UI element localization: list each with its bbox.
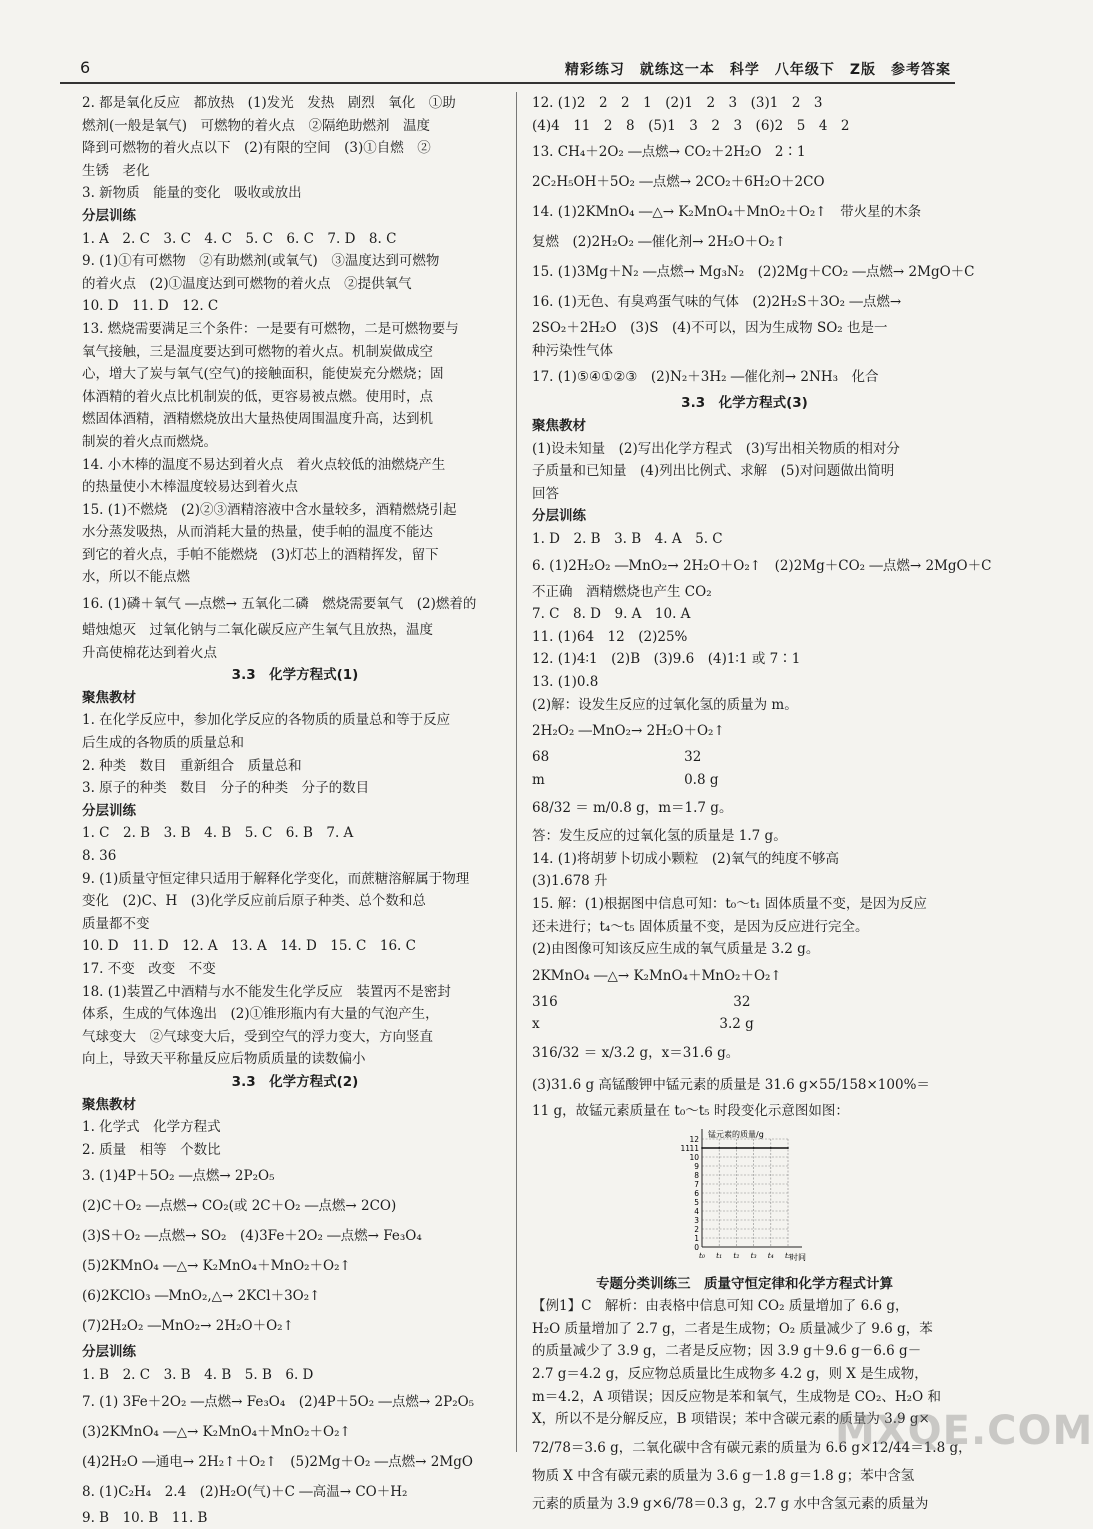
chart-x-tick-label: t₀ <box>699 1251 705 1260</box>
answer-line: 复燃 (2)2H₂O₂ ―催化剂→ 2H₂O＋O₂↑ <box>532 227 957 257</box>
answer-line: 的着火点 (2)①温度达到可燃物的着火点 ②提供氧气 <box>82 273 508 296</box>
answer-line: 12. (1)4∶1 (2)B (3)9.6 (4)1∶1 或 7∶1 <box>532 648 957 671</box>
answer-line: m 0.8 g <box>532 769 957 792</box>
answer-line: 6. (1)2H₂O₂ ―MnO₂→ 2H₂O＋O₂↑ (2)2Mg＋CO₂ ―点燃→ 2MgO＋C <box>532 551 957 581</box>
answer-line: 生锈 老化 <box>82 160 508 183</box>
answer-line: 14. (1)2KMnO₄ ―△→ K₂MnO₄＋MnO₂＋O₂↑ 带火星的木条 <box>532 197 957 227</box>
watermark: MXQE.COM <box>835 1408 1093 1454</box>
answer-line: 质量都不变 <box>82 913 508 936</box>
answer-line: 14. (1)将胡萝卜切成小颗粒 (2)氧气的纯度不够高 <box>532 848 957 871</box>
answer-line: 变化 (2)C、H (3)化学反应前后原子种类、总个数和总 <box>82 890 508 913</box>
answer-line: 11 g，故锰元素质量在 t₀～t₅ 时段变化示意图如图： <box>532 1100 957 1123</box>
chart-data-point <box>787 1147 789 1149</box>
answer-line: 体酒精的着火点比机制炭的低，更容易被点燃。使用时，点 <box>82 386 508 409</box>
answer-line: (2)解：设发生反应的过氧化氢的质量为 m。 <box>532 694 957 717</box>
chart-data-point <box>701 1147 703 1149</box>
chart-y-tick-label: 5 <box>694 1198 699 1207</box>
answer-line: 17. 不变 改变 不变 <box>82 958 508 981</box>
chart-y-tick-label: 4 <box>694 1207 699 1216</box>
answer-line: 氧气接触，三是温度要达到可燃物的着火点。机制炭做成空 <box>82 341 508 364</box>
chart-title: 锰元素的质量/g <box>708 1129 764 1139</box>
answer-line: 元素的质量为 3.9 g×6/78＝0.3 g，2.7 g 水中含氢元素的质量为 <box>532 1487 957 1521</box>
answer-line: 制炭的着火点而燃烧。 <box>82 431 508 454</box>
answer-line: (1)设未知量 (2)写出化学方程式 (3)写出相关物质的相对分 <box>532 438 957 461</box>
answer-line: 11. (1)64 12 (2)25% <box>532 626 957 649</box>
answer-line: 到它的着火点，手帕不能燃烧 (3)灯芯上的酒精挥发，留下 <box>82 544 508 567</box>
section-label: 分层训练 <box>532 505 957 528</box>
answer-line: 13. (1)0.8 <box>532 671 957 694</box>
answer-line: 【例1】C 解析：由表格中信息可知 CO₂ 质量增加了 6.6 g， <box>532 1295 957 1318</box>
manganese-mass-chart <box>680 1125 810 1265</box>
section-label: 分层训练 <box>82 800 508 823</box>
chart-y-tick-label: 11 <box>689 1144 699 1153</box>
chart-x-axis-label: 时间 <box>790 1252 806 1262</box>
answer-line: (3)2KMnO₄ ―△→ K₂MnO₄＋MnO₂＋O₂↑ <box>82 1417 508 1447</box>
answer-line: 2KMnO₄ ―△→ K₂MnO₄＋MnO₂＋O₂↑ <box>532 961 957 991</box>
answer-line: 的质量减少了 3.9 g，二者是反应物；因 3.9 g＋9.6 g－6.6 g－ <box>532 1340 957 1363</box>
answer-line: 10. D 11. D 12. A 13. A 14. D 15. C 16. C <box>82 935 508 958</box>
chart-x-tick-label: t₂ <box>733 1251 739 1260</box>
answer-line: 气球变大 ②气球变大后，受到空气的浮力变大，方向竖直 <box>82 1026 508 1049</box>
answer-line: 7. (1) 3Fe＋2O₂ ―点燃→ Fe₃O₄ (2)4P＋5O₂ ―点燃→ 2P₂O₅ <box>82 1387 508 1417</box>
answer-line: 12. (1)2 2 2 1 (2)1 2 3 (3)1 2 3 <box>532 92 957 115</box>
answer-line: 68 32 <box>532 746 957 769</box>
answer-line: 燃固体酒精，酒精燃烧放出大量热使周围温度升高，达到机 <box>82 408 508 431</box>
answer-line: (6)2KClO₃ ―MnO₂,△→ 2KCl＋3O₂↑ <box>82 1281 508 1311</box>
answer-line: (3)31.6 g 高锰酸钾中锰元素的质量是 31.6 g×55/158×100%＝ <box>532 1070 957 1100</box>
answer-line: 16. (1)磷＋氧气 ―点燃→ 五氧化二磷 燃烧需要氧气 (2)燃着的 <box>82 589 508 619</box>
answer-line: 16. (1)无色、有臭鸡蛋气味的气体 (2)2H₂S＋3O₂ ―点燃→ <box>532 287 957 317</box>
chart-y-tick-label: 2 <box>694 1225 699 1234</box>
left-column <box>82 92 508 1529</box>
answer-line: 还未进行；t₄～t₅ 固体质量不变，是因为反应进行完全。 <box>532 916 957 939</box>
answer-line: m＝4.2，A 项错误；因反应物是苯和氧气，生成物是 CO₂、H₂O 和 <box>532 1386 957 1409</box>
answer-line: (5)2KMnO₄ ―△→ K₂MnO₄＋MnO₂＋O₂↑ <box>82 1251 508 1281</box>
answer-line: 8. (1)C₂H₄ 2.4 (2)H₂O(气)＋C ―高温→ CO＋H₂ <box>82 1477 508 1507</box>
section-label: 聚焦教材 <box>82 687 508 710</box>
answer-line: 7. C 8. D 9. A 10. A <box>532 603 957 626</box>
answer-line: 物质 X 中含有碳元素的质量为 3.6 g－1.8 g＝1.8 g；苯中含氢 <box>532 1465 957 1488</box>
answer-line: 升高使棉花达到着火点 <box>82 642 508 665</box>
answer-line: 2C₂H₅OH＋5O₂ ―点燃→ 2CO₂＋6H₂O＋2CO <box>532 167 957 197</box>
answer-line: 15. (1)不燃烧 (2)②③酒精溶液中含水量较多，酒精燃烧引起 <box>82 499 508 522</box>
answer-line: 2.7 g＝4.2 g，反应物总质量比生成物多 4.2 g，则 X 是生成物， <box>532 1363 957 1386</box>
answer-line: 15. 解：(1)根据图中信息可知：t₀～t₁ 固体质量不变，是因为反应 <box>532 893 957 916</box>
answer-line: 13. 燃烧需要满足三个条件：一是要有可燃物，二是可燃物要与 <box>82 318 508 341</box>
answer-line: 2. 种类 数目 重新组合 质量总和 <box>82 755 508 778</box>
chart-y-tick-label: 3 <box>694 1216 699 1225</box>
answer-line: 的热量使小木棒温度较易达到着火点 <box>82 476 508 499</box>
answer-line: 18. (1)装置乙中酒精与水不能发生化学反应 装置丙不是密封 <box>82 981 508 1004</box>
answer-line: 答：发生反应的过氧化氢的质量是 1.7 g。 <box>532 825 957 848</box>
answer-line: 13. CH₄＋2O₂ ―点燃→ CO₂＋2H₂O 2∶1 <box>532 137 957 167</box>
answer-line: 1. 化学式 化学方程式 <box>82 1116 508 1139</box>
section-heading: 3.3 化学方程式(3) <box>532 392 957 415</box>
chart-x-tick-label: t₄ <box>768 1251 774 1260</box>
chart-figure <box>532 1123 957 1273</box>
answer-line: 回答 <box>532 483 957 506</box>
page-header <box>60 52 955 84</box>
chart-data-point <box>718 1147 720 1149</box>
chart-x-tick-label: t₃ <box>751 1251 757 1260</box>
chart-y-tick-label: 0 <box>694 1243 699 1252</box>
page-title: 精彩练习 就练这一本 科学 八年级下 Z版 参考答案 <box>565 59 951 79</box>
answer-line: 水分蒸发吸热，从而消耗大量的热量，使手帕的温度不能达 <box>82 521 508 544</box>
page-number: 6 <box>80 58 90 77</box>
answer-line: 降到可燃物的着火点以下 (2)有限的空间 (3)①自燃 ② <box>82 137 508 160</box>
answer-line: 体系，生成的气体逸出 (2)①锥形瓶内有大量的气泡产生， <box>82 1003 508 1026</box>
answer-line: 2SO₂＋2H₂O (3)S (4)不可以，因为生成物 SO₂ 也是一 <box>532 317 957 340</box>
answer-line: (3)1.678 升 <box>532 870 957 893</box>
chart-highlight-label: 11 <box>680 1144 690 1153</box>
section-heading: 专题分类训练三 质量守恒定律和化学方程式计算 <box>532 1273 957 1296</box>
answer-line: (4)2H₂O ―通电→ 2H₂↑＋O₂↑ (5)2Mg＋O₂ ―点燃→ 2MgO <box>82 1447 508 1477</box>
chart-y-tick-label: 8 <box>694 1171 699 1180</box>
answer-line: 水，所以不能点燃 <box>82 566 508 589</box>
answer-line: 种污染性气体 <box>532 340 957 363</box>
answer-line: 316 32 <box>532 991 957 1014</box>
answer-line: 不正确 酒精燃烧也产生 CO₂ <box>532 581 957 604</box>
column-divider <box>516 92 517 1452</box>
section-label: 聚焦教材 <box>532 415 957 438</box>
answer-line: 1. D 2. B 3. B 4. A 5. C <box>532 528 957 551</box>
answer-line: (2)由图像可知该反应生成的氧气质量是 3.2 g。 <box>532 938 957 961</box>
chart-y-tick-label: 1 <box>694 1234 699 1243</box>
section-label: 分层训练 <box>82 205 508 228</box>
answer-line: 9. (1)①有可燃物 ②有助燃剂(或氧气) ③温度达到可燃物 <box>82 250 508 273</box>
section-heading: 3.3 化学方程式(1) <box>82 664 508 687</box>
answer-line: 2. 都是氧化反应 都放热 (1)发光 发热 剧烈 氧化 ①助 <box>82 92 508 115</box>
chart-y-tick-label: 12 <box>689 1135 699 1144</box>
answer-line: (3)S＋O₂ ―点燃→ SO₂ (4)3Fe＋2O₂ ―点燃→ Fe₃O₄ <box>82 1221 508 1251</box>
answer-line: 3. 新物质 能量的变化 吸收或放出 <box>82 182 508 205</box>
chart-data-point <box>770 1147 772 1149</box>
answer-line: 2. 质量 相等 个数比 <box>82 1139 508 1162</box>
chart-x-tick-label: t₁ <box>716 1251 722 1260</box>
answer-line: 8. 36 <box>82 845 508 868</box>
answer-line: 14. 小木棒的温度不易达到着火点 着火点较低的油燃烧产生 <box>82 454 508 477</box>
answer-line: (7)2H₂O₂ ―MnO₂→ 2H₂O＋O₂↑ <box>82 1311 508 1341</box>
answer-line: 1. A 2. C 3. C 4. C 5. C 6. C 7. D 8. C <box>82 228 508 251</box>
answer-line: 燃剂(一般是氧气) 可燃物的着火点 ②隔绝助燃剂 温度 <box>82 115 508 138</box>
chart-y-tick-label: 6 <box>694 1189 699 1198</box>
answer-line: 向上，导致天平称量反应后物质质量的读数偏小 <box>82 1048 508 1071</box>
chart-data-point <box>753 1147 755 1149</box>
right-column <box>532 92 957 1521</box>
chart-data-point <box>736 1147 738 1149</box>
answer-line: 15. (1)3Mg＋N₂ ―点燃→ Mg₃N₂ (2)2Mg＋CO₂ ―点燃→ 2MgO＋C <box>532 257 957 287</box>
answer-line: 1. 在化学反应中，参加化学反应的各物质的质量总和等于反应 <box>82 709 508 732</box>
answer-line: (4)4 11 2 8 (5)1 3 2 3 (6)2 5 4 2 <box>532 115 957 138</box>
answer-line: 子质量和已知量 (4)列出比例式、求解 (5)对问题做出简明 <box>532 460 957 483</box>
answer-line: 316/32 ＝ x/3.2 g，x＝31.6 g。 <box>532 1036 957 1070</box>
answer-line: 17. (1)⑤④①②③ (2)N₂＋3H₂ ―催化剂→ 2NH₃ 化合 <box>532 362 957 392</box>
answer-line: 后生成的各物质的质量总和 <box>82 732 508 755</box>
answer-line: 心，增大了炭与氧气(空气)的接触面积，能使炭充分燃烧；固 <box>82 363 508 386</box>
answer-line: H₂O 质量增加了 2.7 g，二者是生成物；O₂ 质量减少了 9.6 g，苯 <box>532 1318 957 1341</box>
answer-line: (2)C＋O₂ ―点燃→ CO₂(或 2C＋O₂ ―点燃→ 2CO) <box>82 1191 508 1221</box>
answer-line: 1. C 2. B 3. B 4. B 5. C 6. B 7. A <box>82 822 508 845</box>
chart-y-tick-label: 7 <box>694 1180 699 1189</box>
answer-line: 2H₂O₂ ―MnO₂→ 2H₂O＋O₂↑ <box>532 716 957 746</box>
answer-line: 蜡烛熄灭 过氧化钠与二氧化碳反应产生氧气且放热，温度 <box>82 619 508 642</box>
answer-line: x 3.2 g <box>532 1013 957 1036</box>
section-label: 聚焦教材 <box>82 1094 508 1117</box>
answer-line: 3. (1)4P＋5O₂ ―点燃→ 2P₂O₅ <box>82 1161 508 1191</box>
answer-line: 9. (1)质量守恒定律只适用于解释化学变化，而蔗糖溶解属于物理 <box>82 868 508 891</box>
answer-line: 72/78＝3.6 g，二氧化碳中含有碳元素的质量为 6.6 g×12/44＝1.8 g， <box>532 1431 957 1465</box>
answer-line: X，所以不是分解反应，B 项错误；苯中含碳元素的质量为 3.9 g× <box>532 1408 957 1431</box>
answer-line: 9. B 10. B 11. B <box>82 1507 508 1529</box>
answer-line: 10. D 11. D 12. C <box>82 295 508 318</box>
answer-line: 3. 原子的种类 数目 分子的种类 分子的数目 <box>82 777 508 800</box>
chart-y-tick-label: 10 <box>689 1153 699 1162</box>
chart-y-tick-label: 9 <box>694 1162 699 1171</box>
section-label: 分层训练 <box>82 1341 508 1364</box>
answer-line: 1. B 2. C 3. B 4. B 5. B 6. D <box>82 1364 508 1387</box>
chart-x-tick-label: t₅ <box>785 1251 791 1260</box>
answer-line: 68/32 ＝ m/0.8 g，m＝1.7 g。 <box>532 791 957 825</box>
section-heading: 3.3 化学方程式(2) <box>82 1071 508 1094</box>
